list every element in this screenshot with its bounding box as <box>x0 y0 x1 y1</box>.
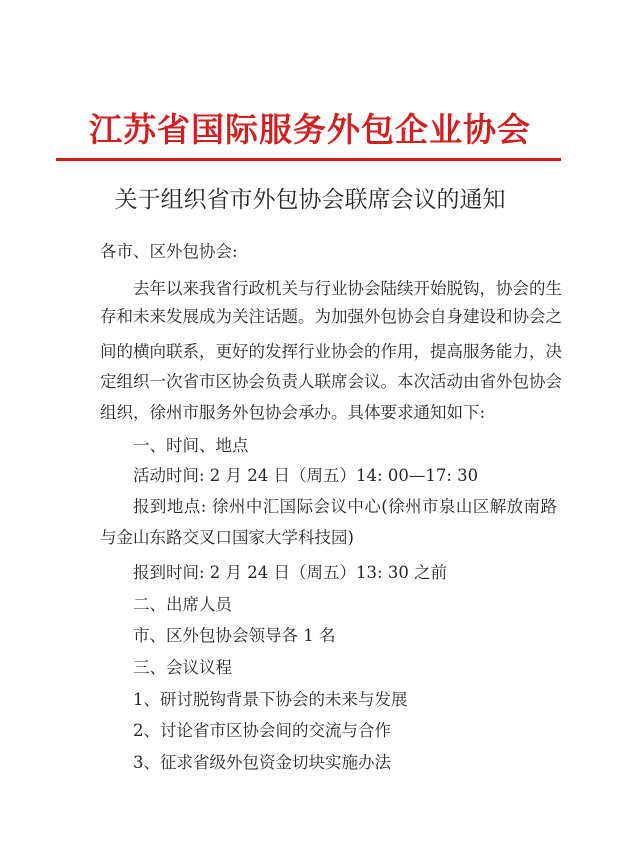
paragraph-line: 定组织一次省市区协会负责人联席会议。本次活动由省外包协会 <box>100 372 562 391</box>
agenda-item: 1、研讨脱钩背景下协会的未来与发展 <box>133 690 408 709</box>
checkin-place-line2: 与金山东路交叉口国家大学科技园) <box>100 528 354 547</box>
checkin-time: 报到时间: 2 月 24 日（周五）13: 30 之前 <box>133 563 448 582</box>
letterhead-red-rule <box>56 158 561 161</box>
attendees-text: 市、区外包协会领导各 1 名 <box>133 626 336 645</box>
checkin-place-line1: 报到地点: 徐州中汇国际会议中心(徐州市泉山区解放南路 <box>133 497 557 516</box>
section-heading-attendees: 二、出席人员 <box>133 595 232 614</box>
organization-letterhead-title: 江苏省国际服务外包企业协会 <box>89 110 531 149</box>
event-time: 活动时间: 2 月 24 日（周五）14: 00—17: 30 <box>133 466 479 485</box>
salutation: 各市、区外包协会: <box>100 242 238 261</box>
agenda-item: 2、讨论省市区协会间的交流与合作 <box>133 721 391 740</box>
paragraph-line: 间的横向联系，更好的发挥行业协会的作用，提高服务能力，决 <box>100 342 562 361</box>
agenda-item: 3、征求省级外包资金切块实施办法 <box>133 753 391 772</box>
notice-title: 关于组织省市外包协会联席会议的通知 <box>114 187 506 213</box>
section-heading-time-place: 一、时间、地点 <box>133 436 249 455</box>
section-heading-agenda: 三、会议议程 <box>133 658 232 677</box>
paragraph-line: 组织，徐州市服务外包协会承办。具体要求通知如下: <box>100 403 486 422</box>
paragraph-line: 存和未来发展成为关注话题。为加强外包协会自身建设和协会之 <box>100 307 562 326</box>
paragraph-line: 去年以来我省行政机关与行业协会陆续开始脱钩，协会的生 <box>133 279 562 298</box>
